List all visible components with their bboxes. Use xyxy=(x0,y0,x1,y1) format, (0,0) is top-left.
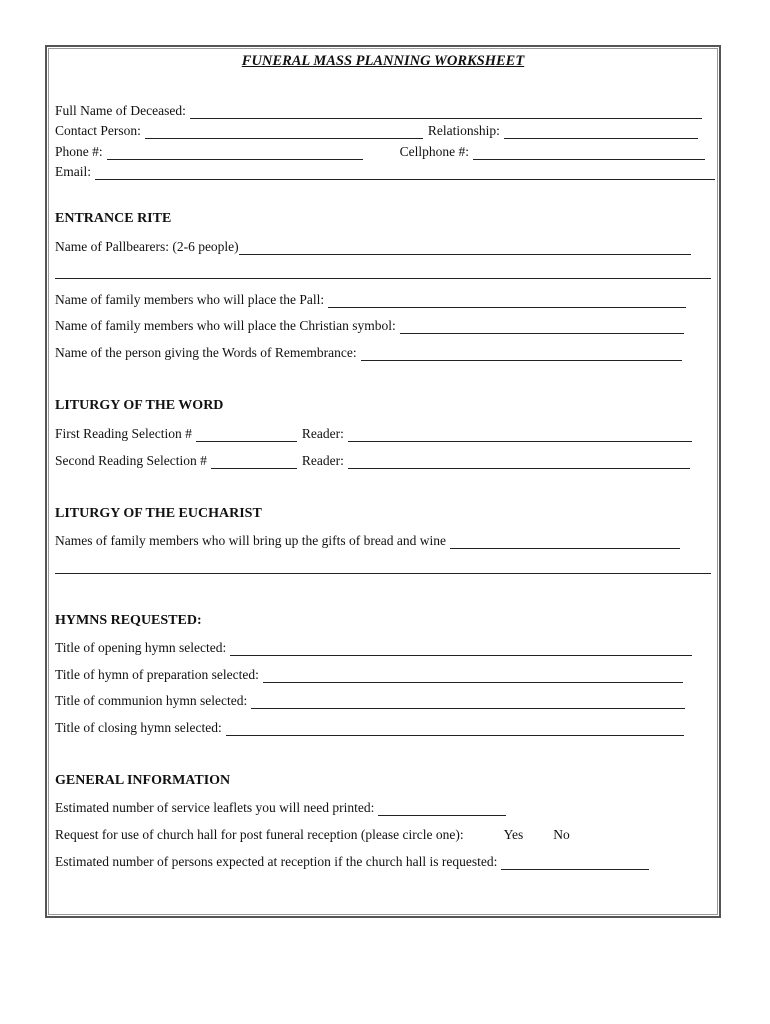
first-reader-label: Reader: xyxy=(301,426,344,441)
remembrance-field[interactable] xyxy=(361,347,682,361)
hymns-heading: HYMNS REQUESTED: xyxy=(55,613,202,628)
christian-symbol-field[interactable] xyxy=(400,320,684,334)
deceased-field[interactable] xyxy=(190,105,702,119)
persons-field[interactable] xyxy=(501,856,649,870)
christian-symbol-label: Name of family members who will place the Christian symbol: xyxy=(55,318,396,333)
hall-request-row xyxy=(55,827,570,843)
entrance-rite-heading: ENTRANCE RITE xyxy=(55,211,172,226)
first-reading-row xyxy=(55,426,692,442)
leaflets-row xyxy=(55,800,506,816)
phone-row xyxy=(55,144,705,160)
worksheet-frame xyxy=(45,45,721,918)
second-reading-row xyxy=(55,453,690,469)
pallbearers-field[interactable] xyxy=(239,241,691,255)
email-label: Email: xyxy=(55,164,91,179)
second-reading-field[interactable] xyxy=(211,455,297,469)
preparation-hymn-label: Title of hymn of preparation selected: xyxy=(55,667,259,682)
remembrance-label: Name of the person giving the Words of Remembrance: xyxy=(55,345,357,360)
email-field[interactable] xyxy=(95,166,715,180)
relationship-field[interactable] xyxy=(504,125,698,139)
opening-hymn-row xyxy=(55,640,692,656)
communion-hymn-field[interactable] xyxy=(251,695,685,709)
preparation-hymn-field[interactable] xyxy=(263,669,683,683)
communion-hymn-row xyxy=(55,693,685,709)
first-reading-label: First Reading Selection # xyxy=(55,426,192,441)
phone-label: Phone #: xyxy=(55,144,103,159)
deceased-label: Full Name of Deceased: xyxy=(55,103,186,118)
contact-person-field[interactable] xyxy=(145,125,423,139)
gifts-row xyxy=(55,533,680,549)
opening-hymn-field[interactable] xyxy=(230,642,692,656)
deceased-row xyxy=(55,103,702,119)
pall-label: Name of family members who will place the Pall: xyxy=(55,292,325,307)
leaflets-label: Estimated number of service leaflets you will need printed: xyxy=(55,800,375,815)
gifts-field[interactable] xyxy=(450,535,680,549)
pallbearers-row xyxy=(55,239,691,255)
gifts-label: Names of family members who will bring up the gifts of bread and wine xyxy=(55,533,447,548)
contact-row xyxy=(55,123,698,139)
christian-symbol-row xyxy=(55,318,684,334)
cellphone-label: Cellphone #: xyxy=(399,144,470,159)
page-title: FUNERAL MASS PLANNING WORKSHEET xyxy=(241,53,525,69)
persons-row xyxy=(55,854,649,870)
first-reading-field[interactable] xyxy=(196,428,297,442)
opening-hymn-label: Title of opening hymn selected: xyxy=(55,640,227,655)
closing-hymn-label: Title of closing hymn selected: xyxy=(55,720,222,735)
hall-no-option[interactable]: No xyxy=(553,827,570,842)
pall-field[interactable] xyxy=(328,294,686,308)
contact-person-label: Contact Person: xyxy=(55,123,141,138)
closing-hymn-row xyxy=(55,720,684,736)
first-reader-field[interactable] xyxy=(348,428,692,442)
leaflets-field[interactable] xyxy=(378,802,506,816)
relationship-label: Relationship: xyxy=(427,123,500,138)
general-info-heading: GENERAL INFORMATION xyxy=(55,773,231,788)
closing-hymn-field[interactable] xyxy=(226,722,684,736)
liturgy-eucharist-heading: LITURGY OF THE EUCHARIST xyxy=(55,506,262,521)
communion-hymn-label: Title of communion hymn selected: xyxy=(55,693,248,708)
pall-row xyxy=(55,292,686,308)
liturgy-word-heading: LITURGY OF THE WORD xyxy=(55,398,224,413)
remembrance-row xyxy=(55,345,682,361)
email-row xyxy=(55,164,715,180)
pallbearers-field-line-2[interactable] xyxy=(55,278,711,279)
second-reader-label: Reader: xyxy=(301,453,344,468)
cellphone-field[interactable] xyxy=(473,146,705,160)
second-reading-label: Second Reading Selection # xyxy=(55,453,207,468)
phone-field[interactable] xyxy=(107,146,363,160)
hall-request-label: Request for use of church hall for post funeral reception (please circle one): xyxy=(55,827,464,842)
persons-label: Estimated number of persons expected at reception if the church hall is requested: xyxy=(55,854,498,869)
pallbearers-label: Name of Pallbearers: (2-6 people) xyxy=(55,239,239,254)
preparation-hymn-row xyxy=(55,667,683,683)
hall-yes-option[interactable]: Yes xyxy=(503,827,524,842)
second-reader-field[interactable] xyxy=(348,455,690,469)
gifts-field-line-2[interactable] xyxy=(55,573,711,574)
